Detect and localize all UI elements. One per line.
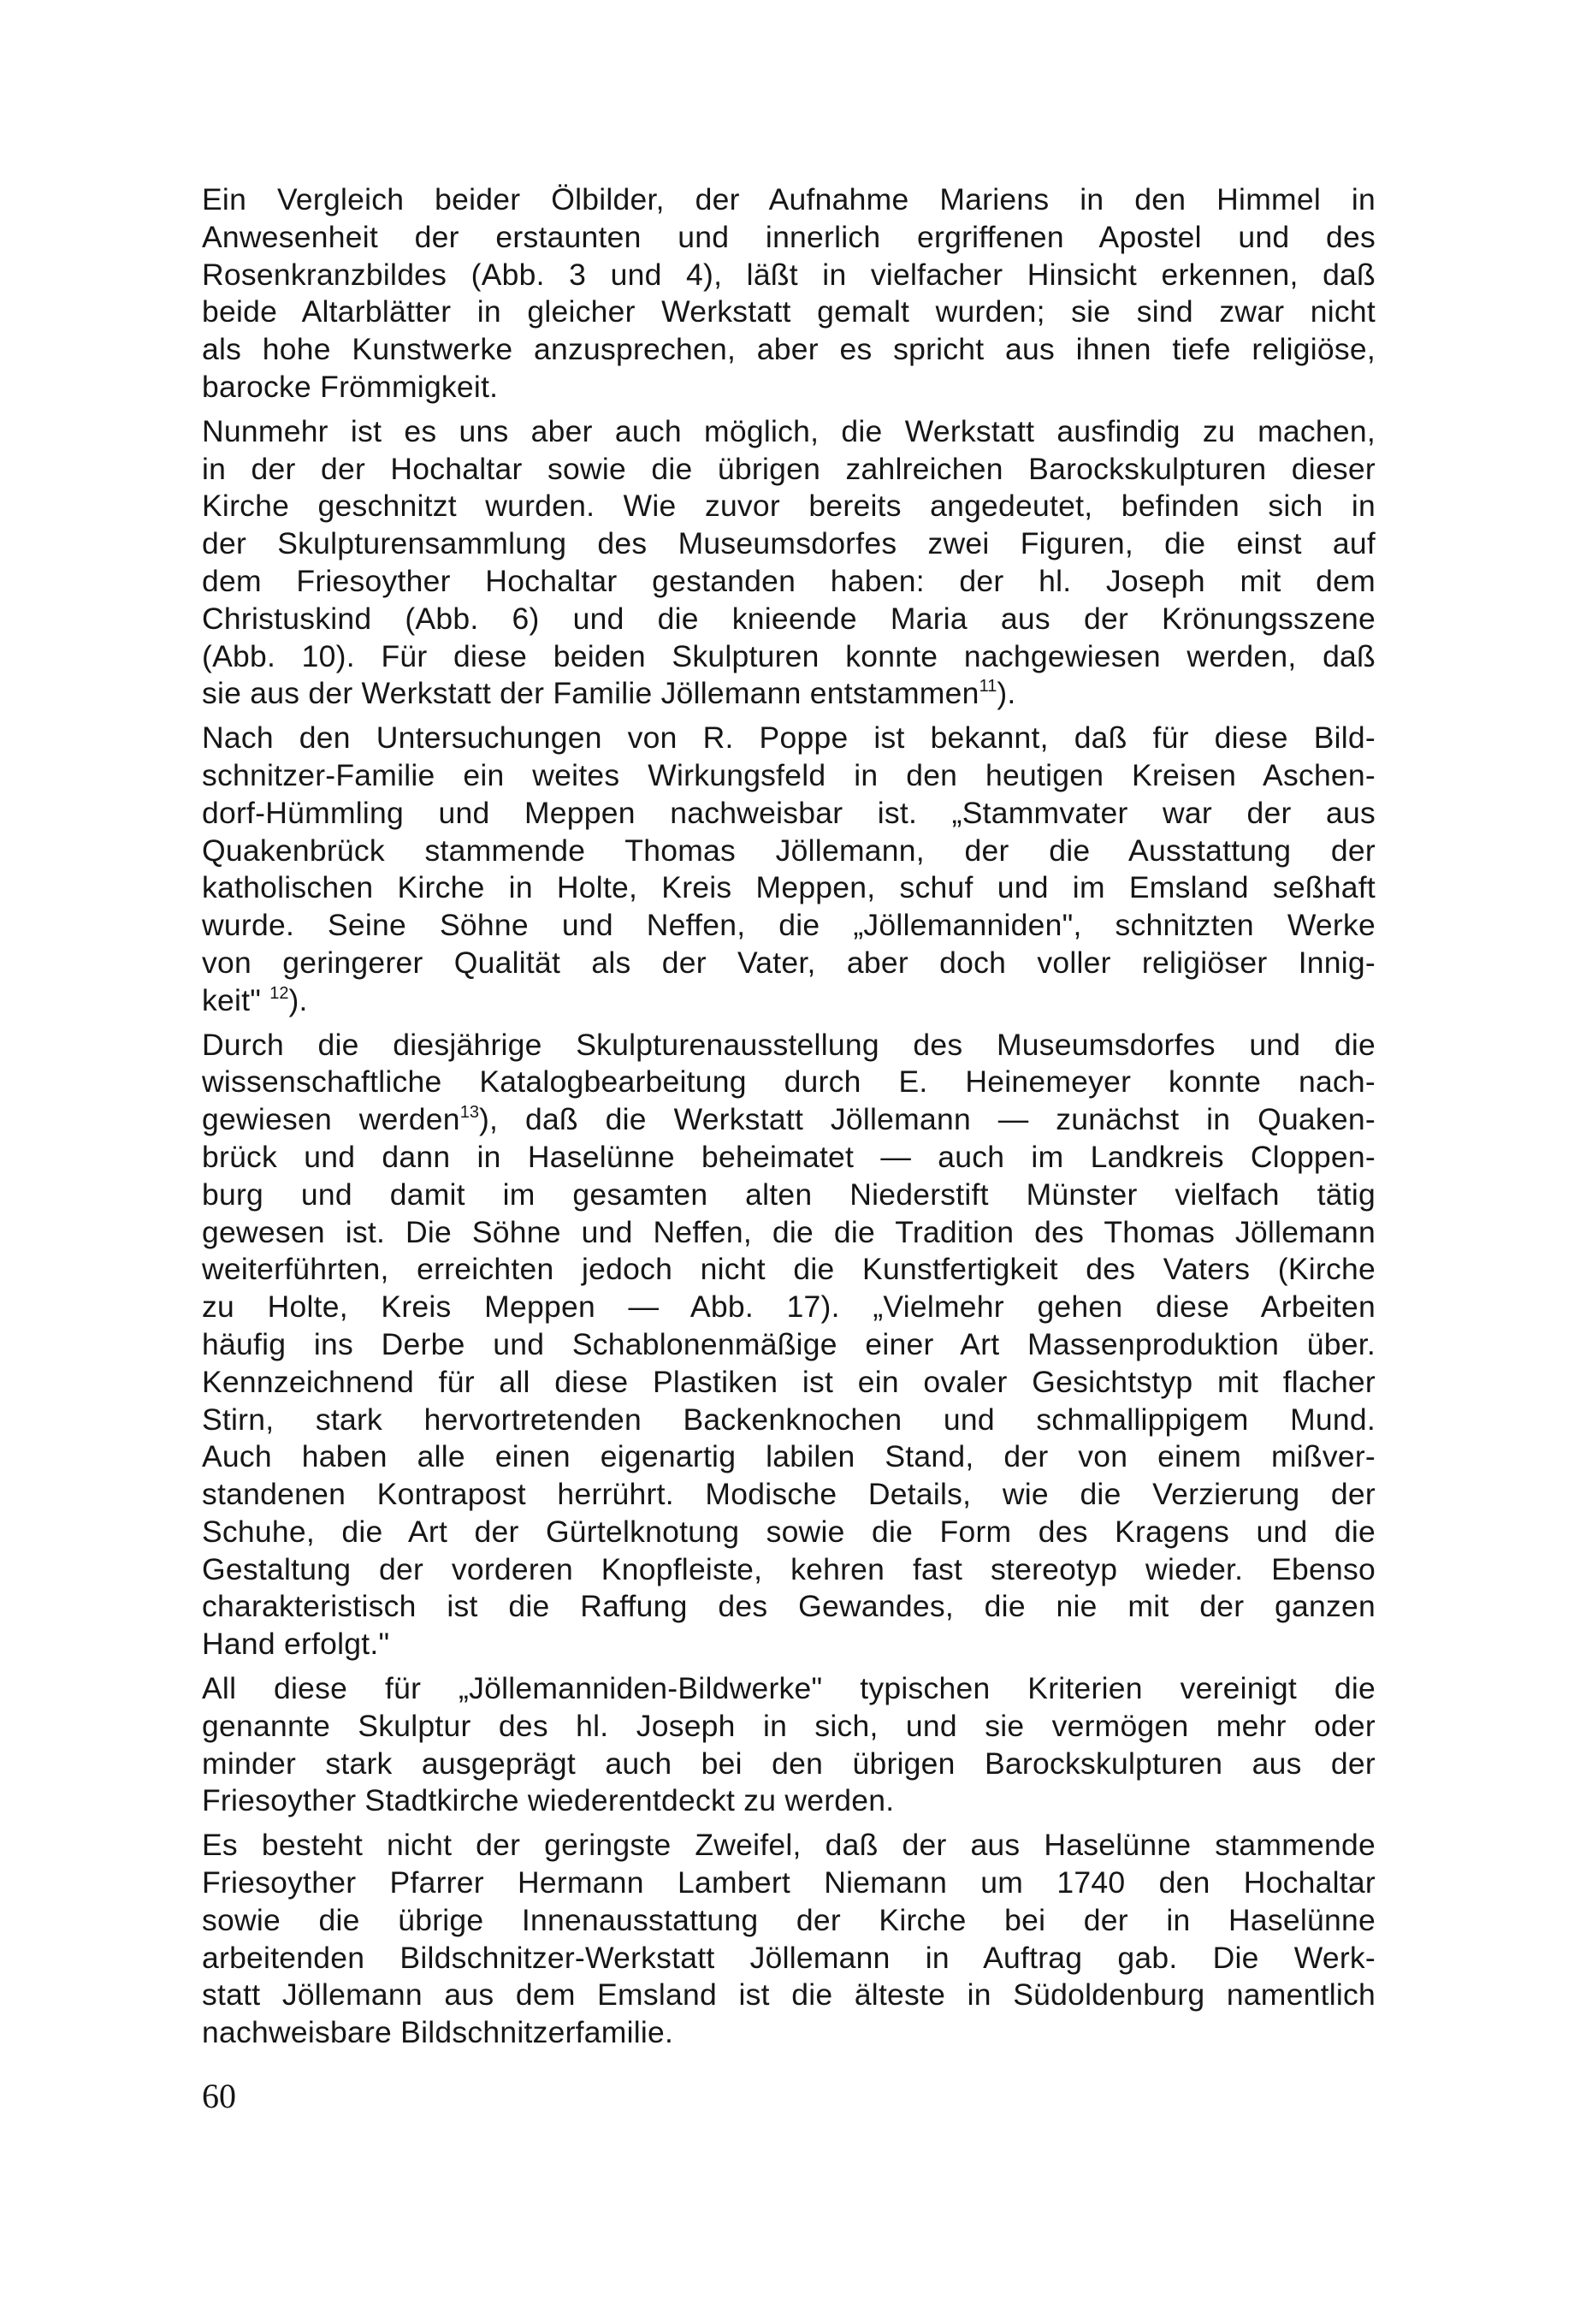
text-line: nachweisbare Bildschnitzerfamilie.	[202, 2015, 674, 2050]
text-line: Durch die diesjährige Skulpturenausstellung des Museumsdorfes und die	[202, 1027, 1376, 1062]
paragraph-2	[202, 413, 1376, 713]
paragraph-6	[202, 1827, 1376, 2052]
text-line: der Skulpturensammlung des Museumsdorfes zwei Figuren, die einst auf	[202, 526, 1376, 561]
text-line: beide Altarblätter in gleicher Werkstatt gemalt wurden; sie sind zwar nicht	[202, 294, 1376, 329]
text-line: barocke Frömmigkeit.	[202, 369, 499, 404]
text-line	[202, 1101, 1376, 1139]
text-line: Rosenkranzbildes (Abb. 3 und 4), läßt in vielfacher Hinsicht erkennen, daß	[202, 257, 1376, 292]
body-text	[202, 181, 1376, 2059]
text-line	[202, 982, 1376, 1020]
text-line: Auch haben alle einen eigenartig labilen Stand, der von einem mißver-	[202, 1439, 1376, 1474]
text-line: als hohe Kunstwerke anzusprechen, aber es spricht aus ihnen tiefe religiöse,	[202, 332, 1376, 367]
text-line: dorf-Hümmling und Meppen nachweisbar ist. „Stammvater war der aus	[202, 795, 1376, 830]
text-line: wurde. Seine Söhne und Neffen, die „Jöllemanniden", schnitzten Werke	[202, 908, 1376, 943]
line-text: gewiesen werden	[202, 1102, 460, 1137]
line-text-tail: ).	[288, 982, 308, 1017]
text-line: katholischen Kirche in Holte, Kreis Meppen, schuf und im Emsland seßhaft	[202, 870, 1376, 905]
text-line: weiterführten, erreichten jedoch nicht die Kunstfertigkeit des Vaters (Kirche	[202, 1252, 1376, 1287]
text-line: charakteristisch ist die Raffung des Gewandes, die nie mit der ganzen	[202, 1589, 1376, 1624]
text-line: Hand erfolgt."	[202, 1627, 390, 1662]
footnote-marker: 13	[459, 1103, 479, 1123]
page-number: 60	[202, 2077, 236, 2115]
text-line: standenen Kontrapost herrührt. Modische Details, wie die Verzierung der	[202, 1477, 1376, 1512]
text-line: Quakenbrück stammende Thomas Jöllemann, der die Ausstattung der	[202, 833, 1376, 868]
text-line: häufig ins Derbe und Schablonenmäßige einer Art Massenproduktion über.	[202, 1326, 1376, 1361]
text-line: Friesoyther Stadtkirche wiederentdeckt zu werden.	[202, 1783, 895, 1818]
text-line: arbeitenden Bildschnitzer-Werkstatt Jöllemann in Auftrag gab. Die Werk-	[202, 1940, 1376, 1975]
line-text: keit"	[202, 982, 270, 1017]
text-line: All diese für „Jöllemanniden-Bildwerke" typischen Kriterien vereinigt die	[202, 1671, 1376, 1706]
line-text: sie aus der Werkstatt der Familie Jöllemann entstammen	[202, 676, 979, 711]
text-line: Kennzeichnend für all diese Plastiken ist ein ovaler Gesichtstyp mit flacher	[202, 1364, 1376, 1399]
paragraph-4	[202, 1027, 1376, 1664]
text-line: Nunmehr ist es uns aber auch möglich, die Werkstatt ausfindig zu machen,	[202, 413, 1376, 448]
text-line: in der der Hochaltar sowie die übrigen zahlreichen Barockskulpturen dieser	[202, 451, 1376, 486]
text-line: zu Holte, Kreis Meppen — Abb. 17). „Vielmehr gehen diese Arbeiten	[202, 1289, 1376, 1325]
text-line: schnitzer-Familie ein weites Wirkungsfeld in den heutigen Kreisen Aschen-	[202, 757, 1376, 792]
text-line	[202, 675, 1376, 713]
footnote-marker: 12	[269, 983, 289, 1003]
text-line: Christuskind (Abb. 6) und die knieende Maria aus der Krönungsszene	[202, 601, 1376, 636]
paragraph-5	[202, 1670, 1376, 1820]
text-line: Ein Vergleich beider Ölbilder, der Aufnahme Mariens in den Himmel in	[202, 182, 1376, 216]
text-line: Stirn, stark hervortretenden Backenknochen und schmallippigem Mund.	[202, 1402, 1376, 1437]
text-line: genannte Skulptur des hl. Joseph in sich, und sie vermögen mehr oder	[202, 1708, 1376, 1743]
text-line: (Abb. 10). Für diese beiden Skulpturen konnte nachgewiesen werden, daß	[202, 638, 1376, 673]
text-line: Kirche geschnitzt wurden. Wie zuvor bereits angedeutet, befinden sich in	[202, 489, 1376, 524]
text-line: dem Friesoyther Hochaltar gestanden haben: der hl. Joseph mit dem	[202, 563, 1376, 598]
paragraph-1	[202, 181, 1376, 406]
text-line: brück und dann in Haselünne beheimatet — auch im Landkreis Cloppen-	[202, 1139, 1376, 1174]
text-line: Schuhe, die Art der Gürtelknotung sowie die Form des Kragens und die	[202, 1514, 1376, 1549]
text-line: burg und damit im gesamten alten Niederstift Münster vielfach tätig	[202, 1177, 1376, 1212]
line-text-tail: ), daß die Werkstatt Jöllemann — zunächst in Quaken-	[478, 1102, 1376, 1137]
text-line: minder stark ausgeprägt auch bei den übrigen Barockskulpturen aus der	[202, 1746, 1376, 1781]
text-line: Nach den Untersuchungen von R. Poppe ist bekannt, daß für diese Bild-	[202, 720, 1376, 756]
text-line: Anwesenheit der erstaunten und innerlich ergriffenen Apostel und des	[202, 219, 1376, 254]
footnote-marker: 11	[979, 677, 997, 697]
text-line: sowie die übrige Innenausstattung der Kirche bei der in Haselünne	[202, 1902, 1376, 1937]
text-line: Es besteht nicht der geringste Zweifel, daß der aus Haselünne stammende	[202, 1828, 1376, 1863]
paragraph-3	[202, 720, 1376, 1019]
text-line: von geringerer Qualität als der Vater, aber doch voller religiöser Innig-	[202, 945, 1376, 980]
text-line: Gestaltung der vorderen Knopfleiste, kehren fast stereotyp wieder. Ebenso	[202, 1551, 1376, 1586]
text-line: gewesen ist. Die Söhne und Neffen, die die Tradition des Thomas Jöllemann	[202, 1214, 1376, 1249]
line-text-tail: ).	[997, 676, 1016, 711]
text-line: wissenschaftliche Katalogbearbeitung durch E. Heinemeyer konnte nach-	[202, 1064, 1376, 1100]
text-line: Friesoyther Pfarrer Hermann Lambert Niemann um 1740 den Hochaltar	[202, 1865, 1376, 1900]
text-line: statt Jöllemann aus dem Emsland ist die älteste in Südoldenburg namentlich	[202, 1977, 1376, 2013]
